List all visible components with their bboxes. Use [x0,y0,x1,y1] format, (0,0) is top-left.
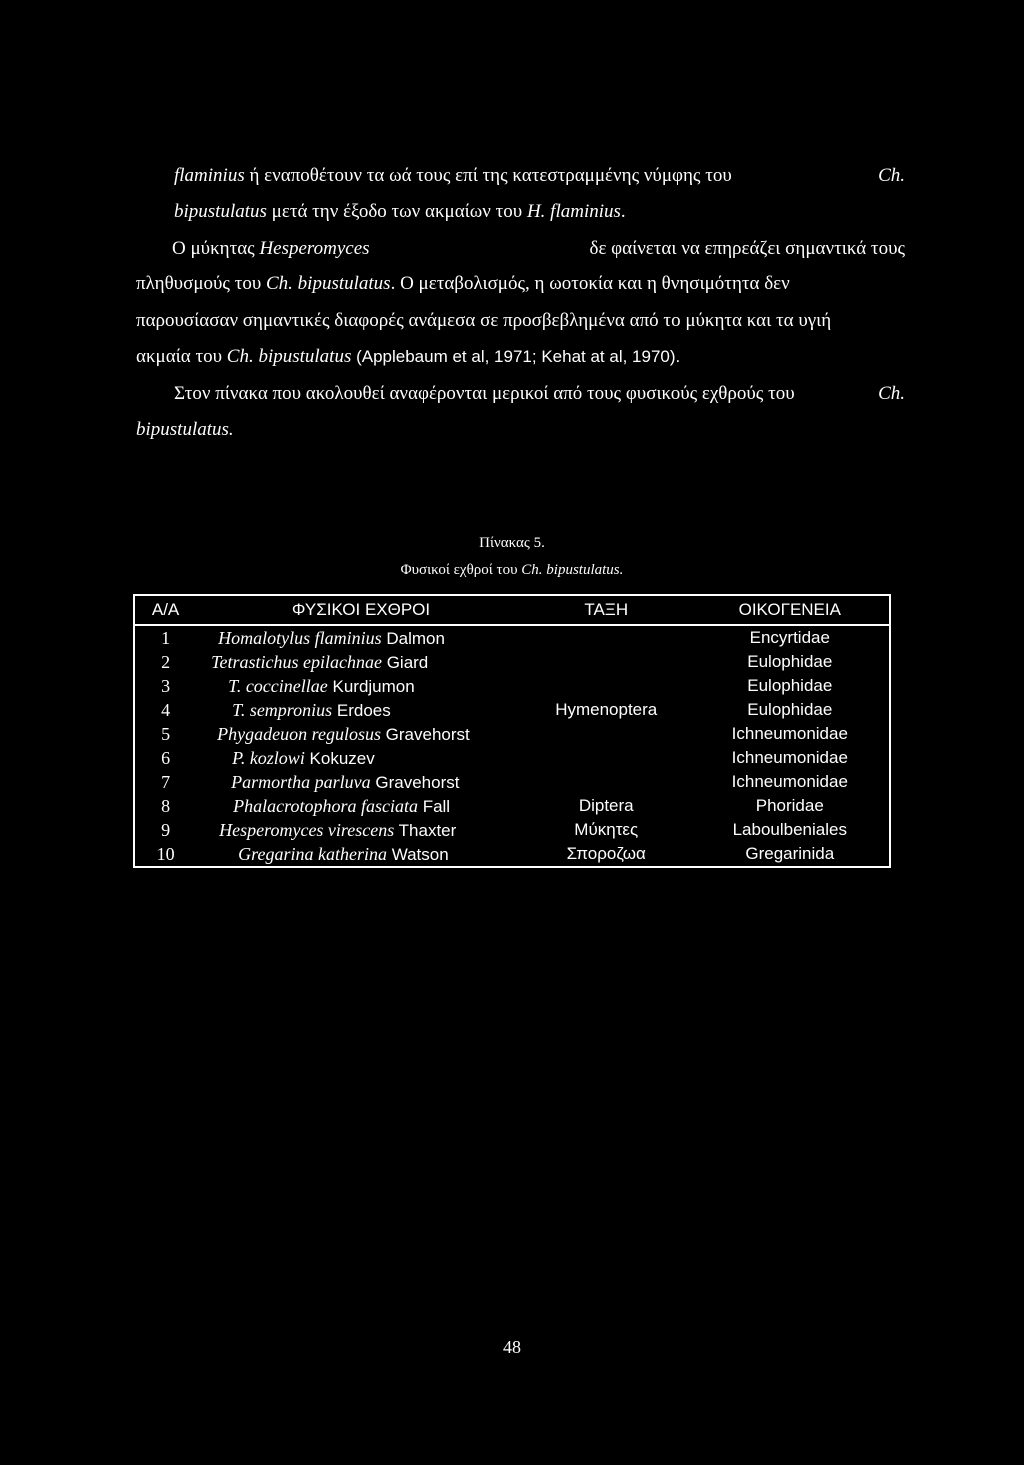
author-name: Giard [381,652,429,672]
table-title: Φυσικοί εχθροί του Ch. bipustulatus. [400,562,624,578]
row-number: 10 [134,842,196,867]
author-name: Gravehorst [380,724,470,744]
species-name: Ch. bipustulatus [226,346,352,367]
author-name: Dalmon [381,628,445,648]
row-number: 7 [161,772,171,792]
species-name: Homalotylus flaminius [218,627,382,648]
family-cell: Ichneumonidae [731,748,848,767]
author-name: Watson [386,844,449,864]
column-header-family: ΟΙΚΟΓΕΝΕΙΑ [691,595,890,625]
row-number: 8 [161,796,171,816]
row-number: 3 [161,676,171,696]
table-row [134,698,890,722]
enemy-name [196,770,522,794]
table-row [134,770,890,794]
table-row [134,842,890,867]
order-cell [522,770,691,794]
enemy-name [196,746,522,770]
row-number: 1 [161,628,171,648]
enemy-name [196,698,522,722]
text-line: ακμαία του Ch. bipustulatus (Applebaum et al, 1971; Kehat at al, 1970). [136,346,681,367]
species-name: Hesperomyces virescens [219,819,395,840]
table-row [134,650,890,674]
family-cell: Ichneumonidae [731,772,848,791]
text-line: παρουσίασαν σημαντικές διαφορές ανάμεσα σε προσβεβλημένα από το μύκητα και τα υγιή [136,310,832,331]
column-header-enemies: ΦΥΣΙΚΟΙ ΕΧΘΡΟΙ [196,595,522,625]
page-number: 48 [503,1337,521,1357]
enemy-name [196,842,522,867]
family-cell: Gregarinida [691,842,890,867]
species-name: bipustulatus. [136,419,234,440]
family-cell: Ichneumonidae [731,724,848,743]
enemy-name [196,650,522,674]
table-row [134,818,890,842]
species-name: Ch. bipustulatus [266,273,391,294]
row-number: 9 [161,820,171,840]
text-line [136,419,234,441]
order-cell: Σποροζωα [522,842,691,867]
species-name: T. coccinellae [228,675,328,696]
row-number: 6 [161,748,171,768]
natural-enemies-table [133,594,891,868]
enemy-name [196,625,522,650]
text-line: πληθυσμούς του Ch. bipustulatus. Ο μεταβολισμός, η ωοτοκία και η θνησιμότητα δεν [136,273,790,294]
table-row [134,625,890,650]
species-name: P. kozlowi [232,747,305,768]
row-number: 5 [161,724,171,744]
species-name: bipustulatus [174,201,267,222]
table-row [134,674,890,698]
order-cell [522,674,691,698]
family-cell: Phoridae [755,796,824,815]
family-cell: Eulophidae [747,676,833,695]
author-name: Fall [417,796,451,816]
species-name: Ch. [878,383,905,404]
table-row [134,722,890,746]
order-cell [522,625,691,650]
order-cell: Μύκητες [574,820,639,839]
author-name: Erdoes [332,700,391,720]
table-label: Πίνακας 5. [479,535,545,551]
author-name: Kokuzev [304,748,375,768]
column-header-order: ΤΑΞΗ [522,595,691,625]
family-cell: Encyrtidae [749,628,830,647]
text-line: Ο μύκητας Hesperomyces [172,238,370,259]
enemy-name [196,794,522,818]
text-line: flaminius ή εναποθέτουν τα ωά τους επί της κατεστραμμένης νύμφης του Ch. [174,165,905,186]
family-cell: Eulophidae [747,700,833,719]
enemy-name [196,722,522,746]
table-row [134,746,890,770]
table-header-row [134,595,890,625]
species-name: Tetrastichus epilachnae [211,651,382,672]
author-name: Thaxter [394,820,457,840]
table-body [134,625,890,867]
species-name: Phalacrotophora fasciata [233,795,418,816]
author-name: Gravehorst [370,772,460,792]
species-name: Phygadeuon regulosus [217,723,381,744]
species-name: Parmortha parluva [231,771,371,792]
species-name: Gregarina katherina [238,843,387,864]
order-cell [522,722,691,746]
text-line: δε φαίνεται να επηρεάζει σημαντικά τους [589,238,905,259]
species-name: T. sempronius [232,699,333,720]
family-cell: Eulophidae [747,652,833,671]
order-cell: Hymenoptera [555,700,658,719]
species-name: H. flaminius [526,201,621,222]
species-name: Ch. [878,165,905,186]
row-number: 2 [161,652,171,672]
species-name: Hesperomyces [259,238,370,259]
species-name: flaminius [174,165,245,186]
order-cell: Diptera [578,796,634,815]
text-line: bipustulatus μετά την έξοδο των ακμαίων του H. flaminius. [174,201,626,222]
text-line: Στον πίνακα που ακολουθεί αναφέρονται μερικοί από τους φυσικούς εχθρούς του Ch. [174,383,905,404]
family-cell: Laboulbeniales [732,820,847,839]
table-row [134,794,890,818]
row-number: 4 [161,700,171,720]
order-cell [522,650,691,674]
column-header-number: Α/Α [134,595,196,625]
author-name: Kurdjumon [327,676,415,696]
enemy-name [196,818,522,842]
enemy-name [196,674,522,698]
order-cell [522,746,691,770]
